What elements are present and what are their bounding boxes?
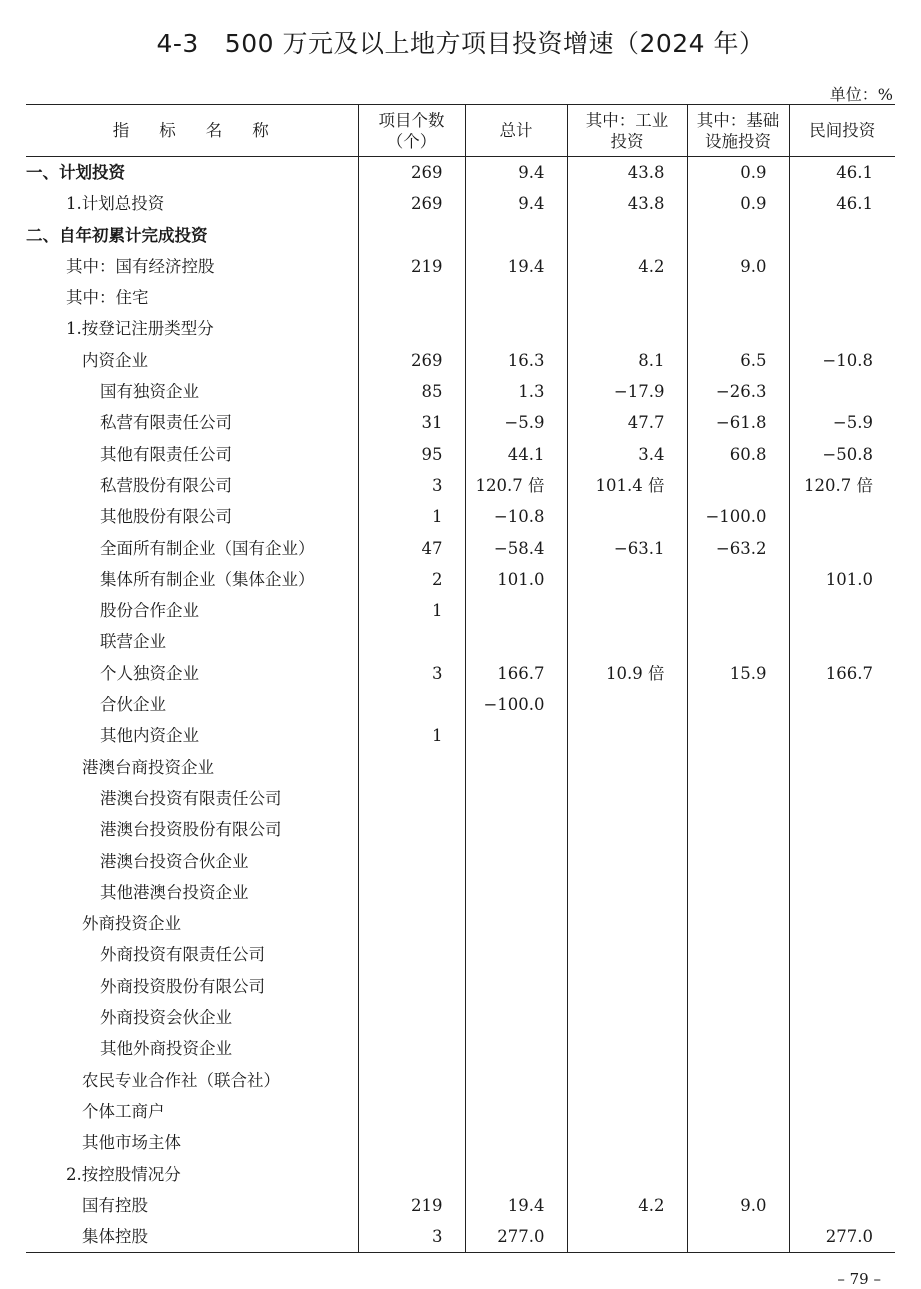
cell-count: 2: [358, 564, 465, 595]
cell-total: [465, 1159, 567, 1190]
cell-infra: [687, 626, 789, 657]
row-label: 国有控股: [82, 1195, 148, 1215]
cell-total: 101.0: [465, 564, 567, 595]
cell-count: 3: [358, 1221, 465, 1253]
cell-infra: [687, 1033, 789, 1064]
table-row: [26, 282, 895, 313]
cell-count: [358, 1065, 465, 1096]
row-label: 合伙企业: [100, 695, 166, 715]
cell-industry: [567, 971, 687, 1002]
table-row: [26, 501, 895, 532]
table-row: [26, 908, 895, 939]
row-label: 私营股份有限公司: [100, 475, 232, 495]
cell-count: [358, 783, 465, 814]
cell-count: [358, 689, 465, 720]
cell-infra: [687, 720, 789, 751]
data-table: [26, 104, 895, 1253]
table-row: [26, 157, 895, 189]
table-row: [26, 783, 895, 814]
row-label: 其他市场主体: [82, 1133, 181, 1153]
cell-industry: 4.2: [567, 251, 687, 282]
cell-total: 19.4: [465, 251, 567, 282]
cell-count: 31: [358, 407, 465, 438]
cell-count: 269: [358, 157, 465, 189]
table-row: [26, 1065, 895, 1096]
cell-total: 19.4: [465, 1190, 567, 1221]
cell-industry: 47.7: [567, 407, 687, 438]
cell-industry: [567, 1002, 687, 1033]
cell-total: [465, 1002, 567, 1033]
row-label: 国有独资企业: [100, 382, 199, 402]
cell-count: [358, 939, 465, 970]
cell-infra: [687, 1065, 789, 1096]
row-label: 集体控股: [26, 1221, 358, 1253]
cell-infra: [687, 1221, 789, 1253]
cell-infra: 9.0: [687, 1190, 789, 1221]
row-label: 全面所有制企业（国有企业）: [100, 538, 315, 558]
cell-count: [358, 313, 465, 344]
cell-private: [789, 752, 895, 783]
row-label: 1.计划总投资: [66, 194, 165, 214]
table-row: [26, 439, 895, 470]
cell-infra: [687, 313, 789, 344]
cell-private: [789, 1159, 895, 1190]
table-row: [26, 313, 895, 344]
cell-private: [789, 533, 895, 564]
cell-infra: [687, 939, 789, 970]
cell-total: [465, 971, 567, 1002]
row-label: 二、自年初累计完成投资: [26, 225, 208, 245]
cell-industry: 101.4 倍: [567, 470, 687, 501]
table-row: [26, 1127, 895, 1158]
row-label: 集体所有制企业（集体企业）: [100, 569, 315, 589]
cell-industry: [567, 595, 687, 626]
cell-infra: 60.8: [687, 439, 789, 470]
row-label: 个体工商户: [82, 1101, 165, 1121]
table-row: [26, 939, 895, 970]
cell-industry: [567, 1065, 687, 1096]
table-title-text: 500 万元及以上地方项目投资增速（2024 年）: [224, 29, 765, 58]
cell-industry: [567, 564, 687, 595]
cell-total: [465, 220, 567, 251]
cell-industry: [567, 752, 687, 783]
cell-private: −50.8: [789, 439, 895, 470]
cell-industry: 4.2: [567, 1190, 687, 1221]
cell-infra: 9.0: [687, 251, 789, 282]
table-row: [26, 220, 895, 251]
cell-total: −10.8: [465, 501, 567, 532]
cell-count: [358, 752, 465, 783]
cell-count: [358, 282, 465, 313]
cell-total: 9.4: [465, 157, 567, 189]
cell-infra: [687, 564, 789, 595]
cell-private: [789, 1002, 895, 1033]
cell-industry: −63.1: [567, 533, 687, 564]
cell-count: 95: [358, 439, 465, 470]
cell-count: [358, 814, 465, 845]
cell-infra: −61.8: [687, 407, 789, 438]
row-label: 外商投资企业: [82, 914, 181, 934]
cell-private: [789, 939, 895, 970]
cell-infra: [687, 1127, 789, 1158]
cell-infra: [687, 1159, 789, 1190]
row-label: 其中：国有经济控股: [66, 256, 215, 276]
table-row: [26, 877, 895, 908]
cell-total: [465, 752, 567, 783]
table-row: [26, 658, 895, 689]
cell-infra: [687, 814, 789, 845]
cell-total: [465, 595, 567, 626]
header-name: 指标名称: [26, 105, 358, 157]
row-label: 其他股份有限公司: [100, 507, 232, 527]
cell-private: [789, 626, 895, 657]
cell-industry: [567, 689, 687, 720]
table-row: [26, 407, 895, 438]
page-number: – 79 –: [837, 1270, 881, 1288]
table-row: [26, 1033, 895, 1064]
cell-total: [465, 1033, 567, 1064]
cell-total: [465, 1127, 567, 1158]
cell-private: [789, 783, 895, 814]
cell-industry: [567, 1033, 687, 1064]
cell-industry: 43.8: [567, 157, 687, 189]
cell-private: 101.0: [789, 564, 895, 595]
cell-industry: [567, 313, 687, 344]
cell-industry: 3.4: [567, 439, 687, 470]
cell-private: [789, 376, 895, 407]
table-row: [26, 626, 895, 657]
cell-private: [789, 501, 895, 532]
cell-industry: [567, 1096, 687, 1127]
cell-industry: [567, 1221, 687, 1253]
cell-private: [789, 720, 895, 751]
cell-count: [358, 626, 465, 657]
table-row: [26, 1159, 895, 1190]
cell-total: [465, 783, 567, 814]
cell-infra: −63.2: [687, 533, 789, 564]
cell-industry: 43.8: [567, 188, 687, 219]
row-label: 外商投资股份有限公司: [100, 976, 265, 996]
cell-total: 120.7 倍: [465, 470, 567, 501]
table-row: [26, 846, 895, 877]
table-header: [26, 105, 895, 157]
cell-count: 85: [358, 376, 465, 407]
row-label: 其他内资企业: [100, 726, 199, 746]
cell-industry: [567, 720, 687, 751]
cell-total: −58.4: [465, 533, 567, 564]
cell-industry: [567, 939, 687, 970]
row-label: 一、计划投资: [26, 163, 125, 182]
cell-private: 120.7 倍: [789, 470, 895, 501]
unit-label: 单位：%: [829, 85, 893, 104]
cell-count: 1: [358, 595, 465, 626]
cell-total: [465, 814, 567, 845]
cell-industry: [567, 501, 687, 532]
row-label: 其他外商投资企业: [100, 1039, 232, 1059]
cell-industry: 10.9 倍: [567, 658, 687, 689]
cell-private: [789, 313, 895, 344]
row-label: 1.按登记注册类型分: [66, 319, 214, 339]
header-industry: 其中：工业 投资: [567, 105, 687, 157]
row-label: 个人独资企业: [100, 663, 199, 683]
cell-industry: [567, 814, 687, 845]
cell-total: 9.4: [465, 188, 567, 219]
cell-total: [465, 877, 567, 908]
cell-industry: [567, 908, 687, 939]
cell-private: [789, 282, 895, 313]
row-label: 联营企业: [100, 632, 166, 652]
cell-count: [358, 908, 465, 939]
cell-total: 277.0: [465, 1221, 567, 1253]
table-row: [26, 595, 895, 626]
row-label: 外商投资会伙企业: [100, 1008, 232, 1028]
cell-count: [358, 1002, 465, 1033]
cell-total: 166.7: [465, 658, 567, 689]
row-label: 港澳台投资合伙企业: [100, 851, 249, 871]
cell-count: 219: [358, 251, 465, 282]
cell-infra: 0.9: [687, 157, 789, 189]
cell-private: 46.1: [789, 188, 895, 219]
cell-infra: [687, 1002, 789, 1033]
table-row: [26, 814, 895, 845]
header-total: 总计: [465, 105, 567, 157]
table-row: [26, 720, 895, 751]
row-label: 其他有限责任公司: [100, 444, 232, 464]
cell-industry: [567, 783, 687, 814]
cell-infra: [687, 595, 789, 626]
cell-infra: [687, 689, 789, 720]
table-row: [26, 533, 895, 564]
cell-infra: 15.9: [687, 658, 789, 689]
cell-total: [465, 720, 567, 751]
cell-industry: [567, 846, 687, 877]
cell-industry: 8.1: [567, 345, 687, 376]
cell-private: 277.0: [789, 1221, 895, 1253]
header-count: 项目个数 （个）: [358, 105, 465, 157]
cell-infra: [687, 971, 789, 1002]
cell-count: [358, 846, 465, 877]
row-label: 港澳台投资股份有限公司: [100, 820, 282, 840]
cell-count: [358, 1033, 465, 1064]
table-row: [26, 1190, 895, 1221]
table-body: [26, 157, 895, 1253]
cell-private: [789, 220, 895, 251]
page-title: [0, 24, 921, 60]
cell-infra: [687, 877, 789, 908]
cell-total: [465, 626, 567, 657]
cell-count: [358, 971, 465, 1002]
cell-total: [465, 1096, 567, 1127]
cell-private: 46.1: [789, 157, 895, 189]
cell-count: [358, 1159, 465, 1190]
cell-count: 47: [358, 533, 465, 564]
cell-count: 269: [358, 188, 465, 219]
cell-total: 44.1: [465, 439, 567, 470]
table-row: [26, 251, 895, 282]
cell-private: −10.8: [789, 345, 895, 376]
cell-total: 1.3: [465, 376, 567, 407]
cell-industry: [567, 626, 687, 657]
cell-private: [789, 971, 895, 1002]
cell-count: [358, 1096, 465, 1127]
row-label: 港澳台商投资企业: [82, 757, 214, 777]
cell-infra: [687, 783, 789, 814]
cell-total: [465, 846, 567, 877]
cell-count: [358, 220, 465, 251]
cell-private: [789, 1190, 895, 1221]
cell-total: −100.0: [465, 689, 567, 720]
cell-infra: −26.3: [687, 376, 789, 407]
cell-infra: 0.9: [687, 188, 789, 219]
cell-count: [358, 877, 465, 908]
cell-count: 3: [358, 470, 465, 501]
cell-private: [789, 1096, 895, 1127]
cell-industry: [567, 1159, 687, 1190]
cell-infra: [687, 220, 789, 251]
cell-total: [465, 282, 567, 313]
cell-private: [789, 877, 895, 908]
cell-private: [789, 814, 895, 845]
cell-private: [789, 595, 895, 626]
table-row: [26, 1002, 895, 1033]
cell-infra: [687, 846, 789, 877]
row-label: 外商投资有限责任公司: [100, 945, 265, 965]
table-row: [26, 1221, 895, 1253]
table-row: [26, 1096, 895, 1127]
cell-total: [465, 908, 567, 939]
cell-private: [789, 846, 895, 877]
row-label: 内资企业: [82, 350, 148, 370]
header-infra: 其中：基础 设施投资: [687, 105, 789, 157]
cell-count: [358, 1127, 465, 1158]
cell-count: 1: [358, 501, 465, 532]
row-label: 股份合作企业: [100, 601, 199, 621]
cell-private: [789, 689, 895, 720]
header-private: 民间投资: [789, 105, 895, 157]
row-label: 港澳台投资有限责任公司: [100, 788, 282, 808]
table-row: [26, 345, 895, 376]
cell-private: [789, 251, 895, 282]
row-label: 2.按控股情况分: [66, 1164, 181, 1184]
cell-infra: −100.0: [687, 501, 789, 532]
cell-infra: 6.5: [687, 345, 789, 376]
cell-count: 3: [358, 658, 465, 689]
cell-infra: [687, 470, 789, 501]
cell-infra: [687, 908, 789, 939]
cell-total: [465, 939, 567, 970]
table-row: [26, 971, 895, 1002]
row-label: 其中：住宅: [66, 288, 149, 308]
cell-industry: [567, 1127, 687, 1158]
cell-total: [465, 1065, 567, 1096]
row-label: 其他港澳台投资企业: [100, 882, 249, 902]
cell-private: 166.7: [789, 658, 895, 689]
cell-private: [789, 1127, 895, 1158]
cell-industry: [567, 220, 687, 251]
row-label: 农民专业合作社（联合社）: [82, 1070, 280, 1090]
table-row: [26, 376, 895, 407]
table-row: [26, 188, 895, 219]
cell-count: 1: [358, 720, 465, 751]
cell-industry: −17.9: [567, 376, 687, 407]
table-number: 4-3: [156, 29, 199, 58]
cell-private: −5.9: [789, 407, 895, 438]
cell-count: 219: [358, 1190, 465, 1221]
cell-total: [465, 313, 567, 344]
cell-private: [789, 1065, 895, 1096]
cell-total: −5.9: [465, 407, 567, 438]
cell-industry: [567, 877, 687, 908]
cell-infra: [687, 752, 789, 783]
cell-count: 269: [358, 345, 465, 376]
cell-industry: [567, 282, 687, 313]
cell-private: [789, 908, 895, 939]
cell-infra: [687, 282, 789, 313]
row-label: 私营有限责任公司: [100, 413, 232, 433]
table-row: [26, 470, 895, 501]
cell-total: 16.3: [465, 345, 567, 376]
cell-infra: [687, 1096, 789, 1127]
cell-private: [789, 1033, 895, 1064]
table-row: [26, 689, 895, 720]
table-row: [26, 752, 895, 783]
table-row: [26, 564, 895, 595]
